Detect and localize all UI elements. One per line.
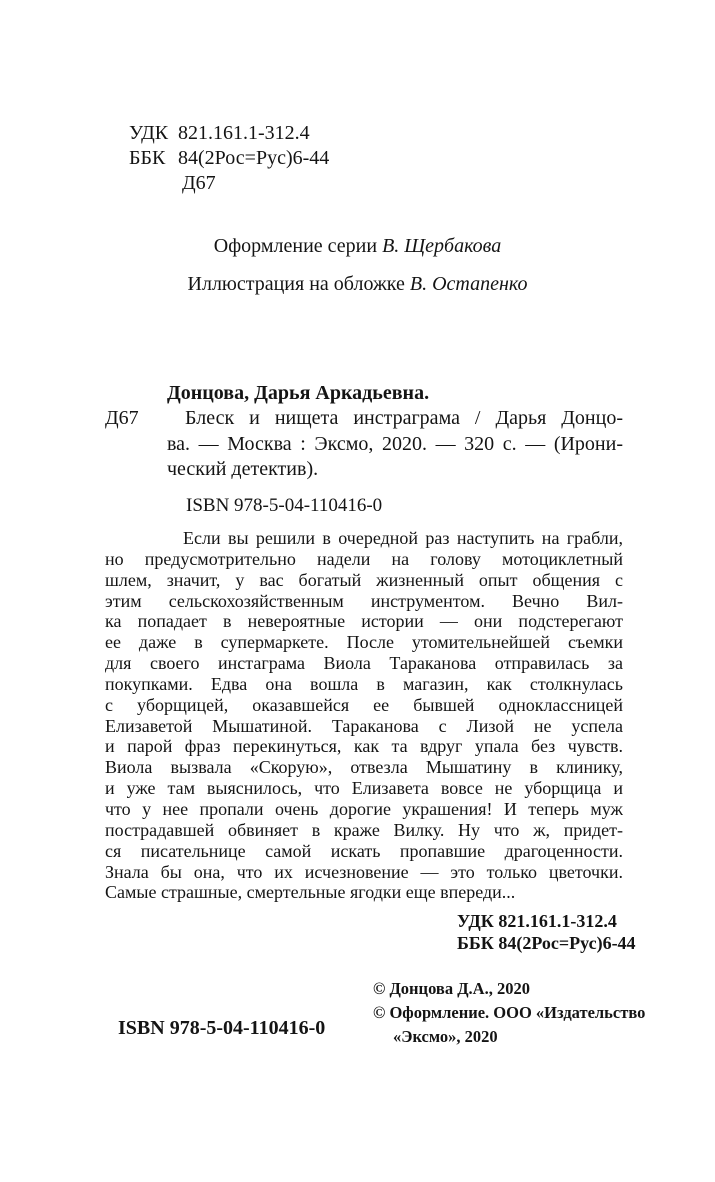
annotation-paragraph — [105, 528, 623, 903]
author-sign-line — [129, 171, 329, 196]
series-design-credit — [0, 234, 715, 259]
copyright-publisher-line-2: «Эксмо», 2020 — [393, 1027, 498, 1046]
cover-illustrator-name: В. Остапенко — [409, 273, 528, 295]
udk-value: 821.161.1-312.4 — [178, 122, 310, 144]
catalog-entry — [105, 381, 623, 482]
bbk-line — [129, 146, 329, 171]
annotation-line: ее даже в супермаркете. После утомительнейшей съемки — [105, 632, 623, 653]
copyright-author-line: © Донцова Д.А., 2020 — [373, 979, 530, 998]
copyright-block — [373, 977, 645, 1049]
isbn-bottom-line: ISBN 978-5-04-110416-0 — [118, 1017, 326, 1039]
annotation-line: пострадавшей обвиняет в краже Вилку. Ну что ж, придет- — [105, 819, 623, 840]
annotation-line: Виола вызвала «Скорую», отвезла Мышатину в клинику, — [105, 757, 623, 778]
annotation-line: шлем, значит, у вас богатый жизненный опыт общения с — [105, 569, 623, 590]
annotation-line: Знала бы она, что их исчезновение — это только цветочки. — [105, 861, 623, 882]
annotation-line: что у нее пропали очень дорогие украшения! И теперь муж — [105, 798, 623, 819]
udk-line — [129, 121, 329, 146]
catalog-author-sign: Д67 — [105, 407, 139, 430]
annotation-line: этим сельскохозяйственным инструментом. Вечно Вил- — [105, 590, 623, 611]
annotation-line: ся писательнице самой искать пропавшие драгоценности. — [105, 840, 623, 861]
copyright-publisher-line: © Оформление. ООО «Издательство — [373, 1003, 646, 1022]
cover-illustration-credit — [0, 272, 715, 297]
annotation-line: и уже там выяснилось, что Елизавета вовсе не уборщица и — [105, 778, 623, 799]
author-sign: Д67 — [182, 172, 216, 194]
bottom-classification-codes — [457, 911, 636, 954]
annotation-line: Если вы решили в очередной раз наступить на грабли, — [183, 528, 623, 548]
catalog-title-line: Блеск и нищета инстраграма / Дарья Донцо- — [185, 407, 623, 430]
annotation-line: и парой фраз перекинуться, как та вдруг упала без чувств. — [105, 736, 623, 757]
annotation-line: Елизаветой Мышатиной. Тараканова с Лизой не успела — [105, 715, 623, 736]
annotation-line: покупками. Едва она вошла в магазин, как столкнулась — [105, 673, 623, 694]
top-classification-codes — [129, 121, 329, 196]
catalog-author-heading: Донцова, Дарья Аркадьевна. — [167, 382, 430, 404]
annotation-line: Самые страшные, смертельные ягодки еще впереди... — [105, 882, 516, 903]
series-design-label: Оформление серии — [213, 235, 383, 257]
annotation-line: для своего инстаграма Виола Тараканова отправилась за — [105, 653, 623, 674]
cover-illustration-label: Иллюстрация на обложке — [187, 273, 410, 295]
catalog-entry-line — [105, 406, 623, 431]
annotation-line: с уборщицей, оказавшейся ее бывшей одноклассницей — [105, 694, 623, 715]
bbk-value: 84(2Рос=Рус)6-44 — [178, 147, 330, 169]
bbk-label: ББК — [129, 147, 166, 169]
udk-label: УДК — [129, 122, 169, 144]
isbn-line: ISBN 978-5-04-110416-0 — [186, 495, 383, 516]
catalog-entry-line: ческий детектив). — [167, 457, 319, 480]
catalog-entry-line: ва. — Москва : Эксмо, 2020. — 320 с. — (Ирони- — [167, 432, 623, 455]
annotation-line: ка попадает в невероятные истории — они подстерегают — [105, 611, 623, 632]
series-designer-name: В. Щербакова — [382, 235, 502, 257]
bottom-bbk-line: ББК 84(2Рос=Рус)6-44 — [457, 932, 636, 953]
annotation-line: но предусмотрительно надели на голову мотоциклетный — [105, 548, 623, 569]
bottom-udk-line: УДК 821.161.1-312.4 — [457, 911, 617, 931]
